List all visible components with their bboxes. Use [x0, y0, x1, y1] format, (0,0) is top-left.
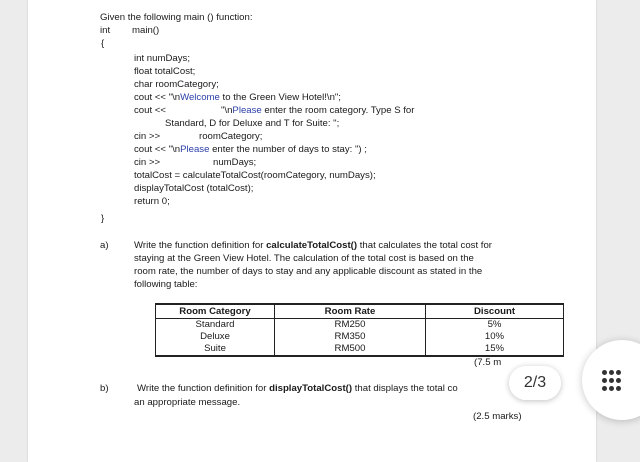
main-signature-type: int — [100, 25, 111, 36]
part-b-label: b) — [100, 383, 109, 394]
code-line-8 — [134, 144, 367, 155]
part-b-line-1 — [137, 383, 458, 394]
cell-rate: RM350 — [275, 331, 426, 343]
page-indicator: 2/3 — [509, 366, 561, 400]
part-a-label: a) — [100, 240, 109, 251]
code-line-5 — [221, 105, 414, 116]
question-intro: Given the following main () function: — [100, 12, 253, 23]
part-a-function-name: calculateTotalCost() — [266, 240, 358, 251]
header-room-rate: Room Rate — [275, 304, 426, 319]
code-line-4 — [134, 92, 341, 103]
cell-category: Deluxe — [156, 331, 275, 343]
part-a-line-3: room rate, the number of days to stay and any applicable discount as stated in the — [134, 266, 483, 277]
code-line-4-keyword: Welcome — [180, 92, 220, 103]
code-line-5-pre: cout << — [134, 105, 167, 116]
part-b-marks: (2.5 marks) — [473, 411, 522, 422]
code-line-11: displayTotalCost (totalCost); — [134, 183, 254, 194]
part-a-line-1-pre: Write the function definition for — [134, 240, 267, 251]
room-rate-table — [155, 303, 564, 357]
code-line-9-post: numDays; — [213, 157, 257, 168]
code-line-10: totalCost = calculateTotalCost(roomCategory, numDays); — [134, 170, 376, 181]
code-line-8-pre: cout << "\n — [134, 144, 181, 155]
code-line-4-pre: cout << "\n — [134, 92, 181, 103]
code-line-8-post: enter the number of days to stay: ") ; — [209, 144, 367, 155]
code-line-12: return 0; — [134, 196, 170, 207]
code-line-5-keyword: Please — [232, 105, 262, 116]
code-line-9-pre: cin >> — [134, 157, 161, 168]
part-a-line-1 — [134, 240, 492, 251]
header-room-category: Room Category — [156, 304, 275, 319]
code-line-8-keyword: Please — [180, 144, 210, 155]
table-row — [156, 319, 564, 332]
table-header-row — [156, 304, 564, 319]
code-line-4-post: to the Green View Hotel!\n"; — [219, 92, 341, 103]
part-a-line-4: following table: — [134, 279, 198, 290]
cell-category: Suite — [156, 343, 275, 356]
part-b-line-2: an appropriate message. — [134, 397, 241, 408]
open-brace: { — [101, 38, 105, 49]
code-line-6: Standard, D for Deluxe and T for Suite: "; — [165, 118, 340, 129]
table-row — [156, 331, 564, 343]
part-a-marks: (7.5 m — [474, 357, 502, 368]
code-line-2: float totalCost; — [134, 66, 196, 77]
cell-rate: RM250 — [275, 319, 426, 332]
close-brace: } — [101, 213, 105, 224]
code-line-3: char roomCategory; — [134, 79, 219, 90]
cell-rate: RM500 — [275, 343, 426, 356]
table-row — [156, 343, 564, 356]
grid-dots-icon — [602, 370, 622, 392]
part-b-function-name: displayTotalCost() — [269, 383, 353, 394]
code-line-5-quote: "\n — [221, 105, 233, 116]
part-b-line-1-post: that displays the total co — [352, 383, 458, 394]
document-page — [28, 0, 596, 462]
cell-discount: 5% — [426, 319, 564, 332]
cell-discount: 10% — [426, 331, 564, 343]
cell-category: Standard — [156, 319, 275, 332]
part-a-line-1-post: that calculates the total cost for — [357, 240, 492, 251]
header-discount: Discount — [426, 304, 564, 319]
part-a-line-2: staying at the Green View Hotel. The calculation of the total cost is based on the — [134, 253, 474, 264]
cell-discount: 15% — [426, 343, 564, 356]
code-line-7-post: roomCategory; — [199, 131, 263, 142]
code-line-1: int numDays; — [134, 53, 190, 64]
code-line-5-post: enter the room category. Type S for — [261, 105, 415, 116]
part-b-line-1-pre: Write the function definition for — [137, 383, 270, 394]
main-signature-name: main() — [132, 25, 160, 36]
code-line-7-pre: cin >> — [134, 131, 161, 142]
